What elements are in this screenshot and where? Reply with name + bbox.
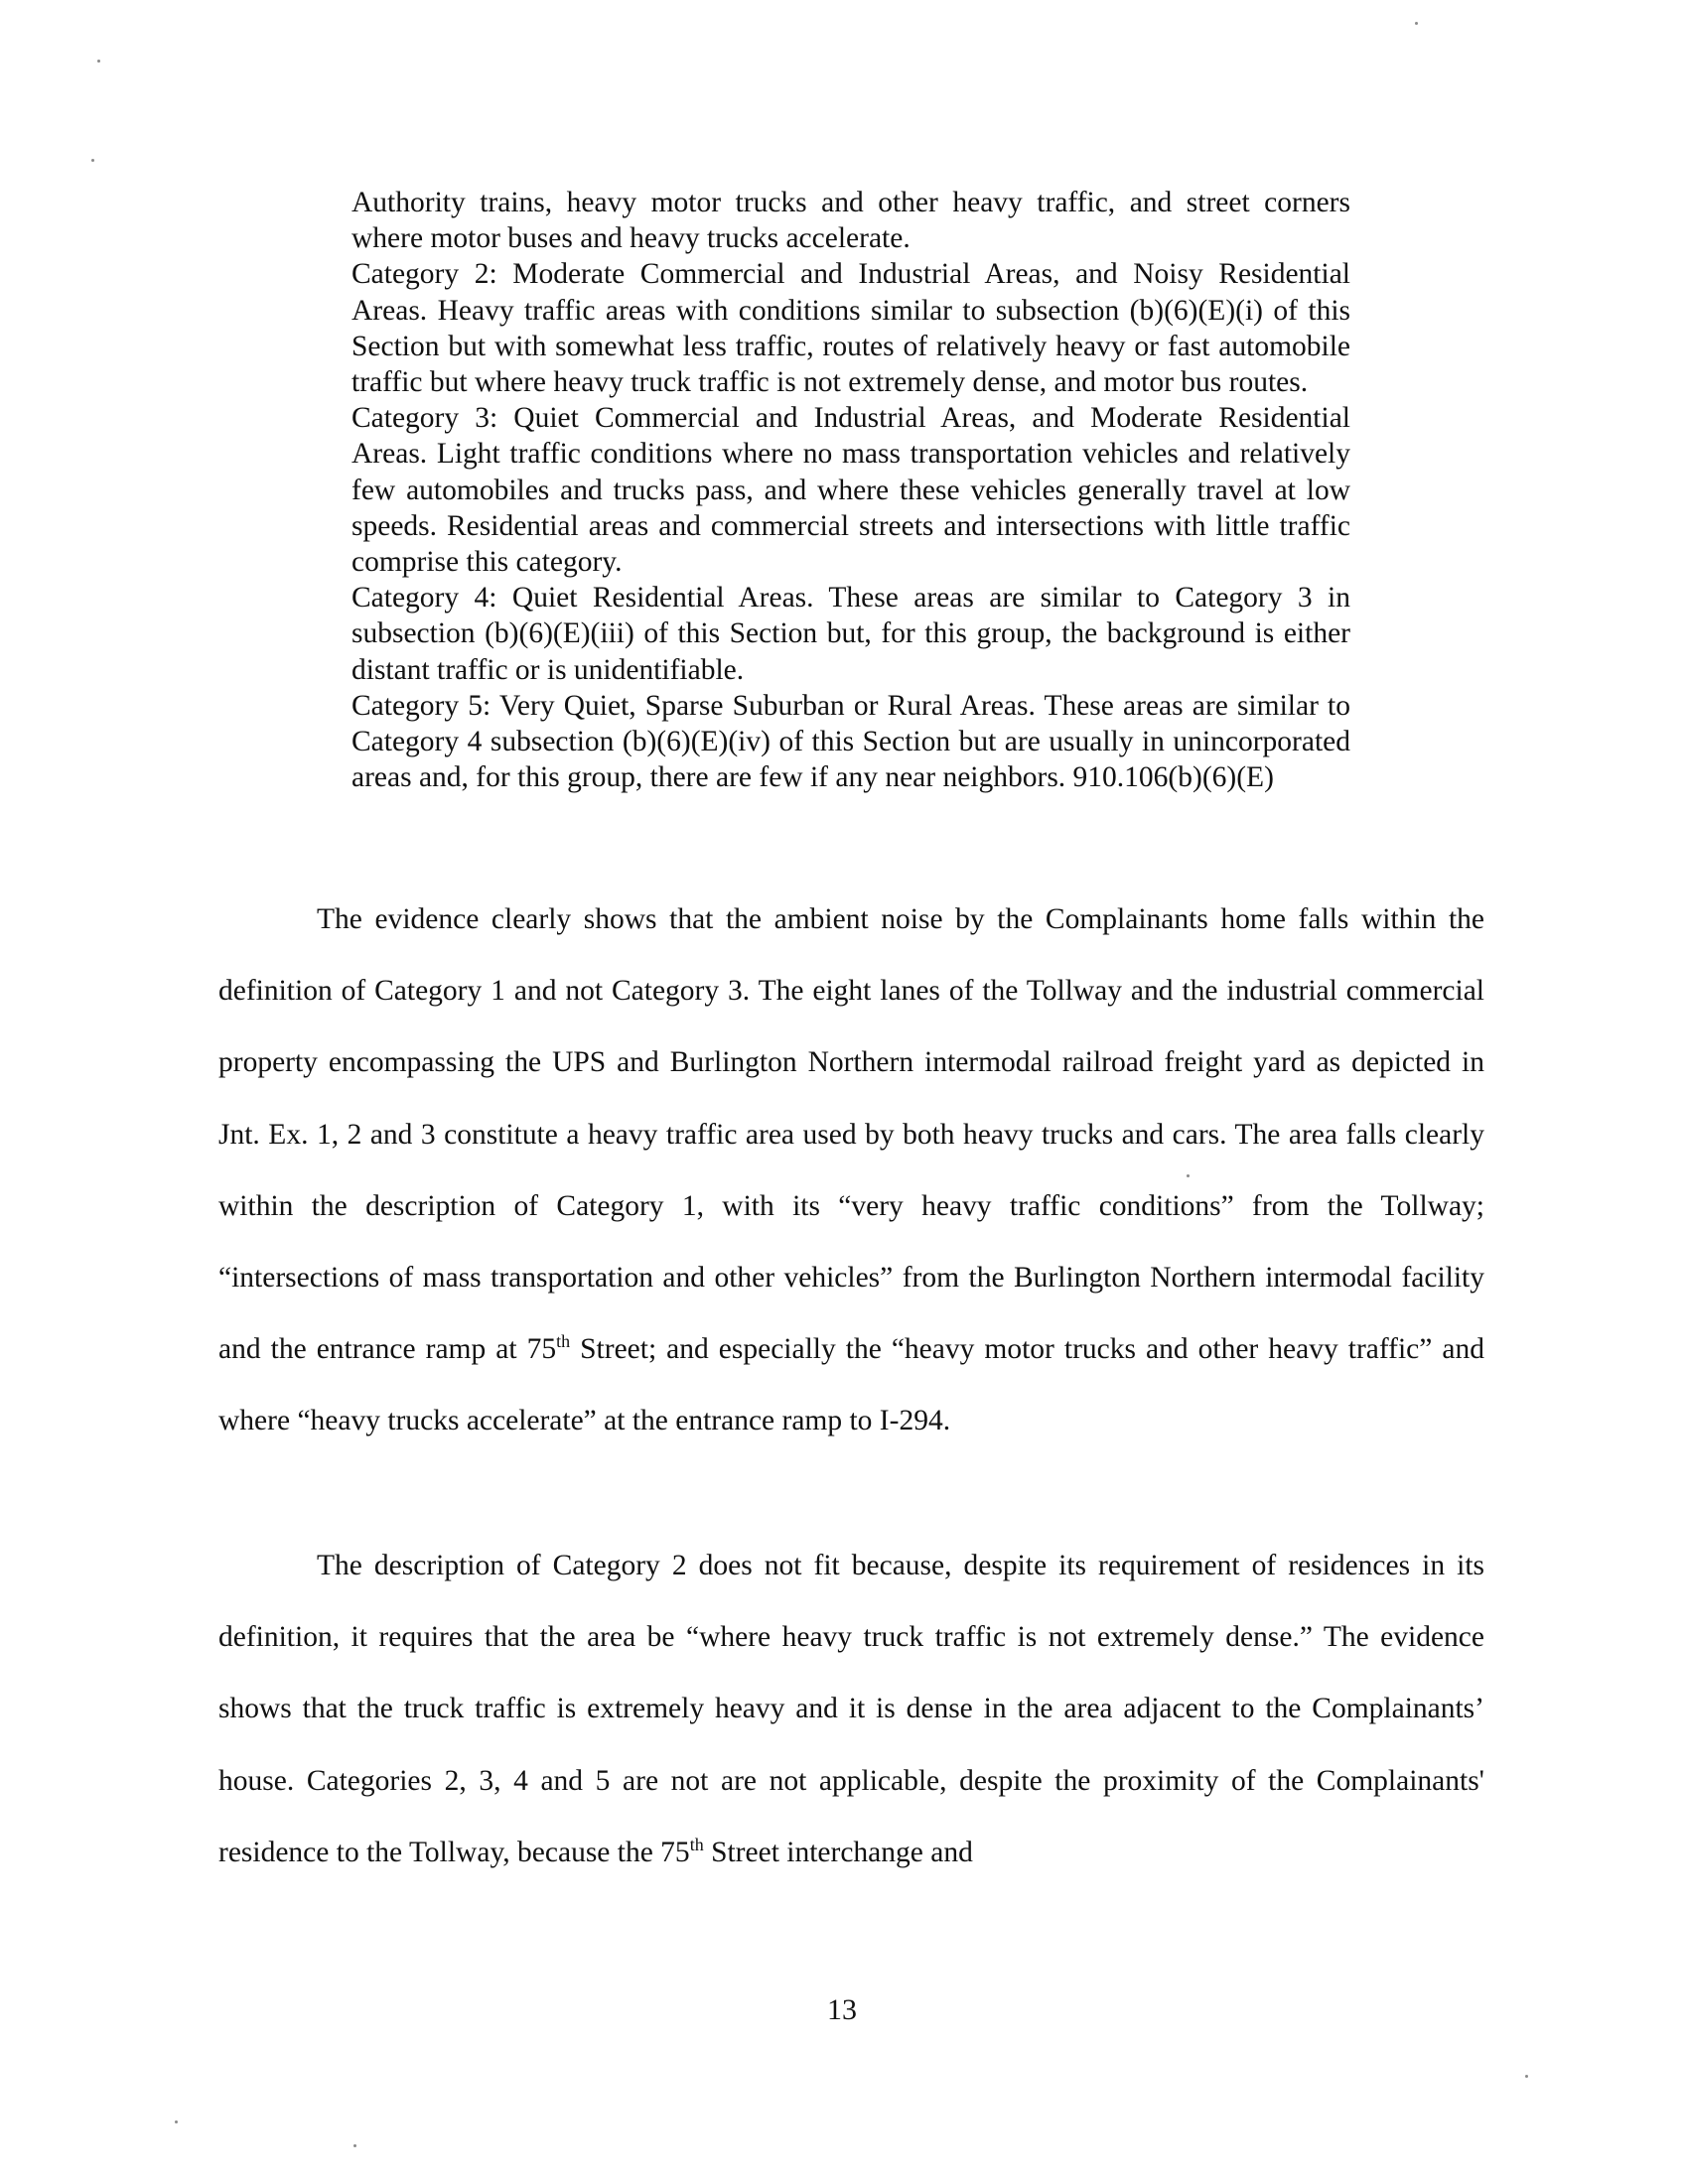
- body-paragraph-category-2: [218, 1530, 1484, 1888]
- ordinal-suffix: th: [556, 1331, 571, 1352]
- quote-line-category-4: Category 4: Quiet Residential Areas. These areas are similar to Category 3 in subsection (b)(6)(E)(iii) of this Section but, for this group, the background is either distant traffic or is unidentifiable.: [351, 582, 1350, 686]
- paragraph-text: Street; and especially the “heavy motor trucks and other heavy traffic” and where “heavy trucks accelerate” at the entrance ramp to I-294.: [218, 1333, 1484, 1437]
- page-number: 13: [827, 1993, 857, 2026]
- scan-speck: [175, 2120, 178, 2123]
- block-quote: [351, 185, 1350, 795]
- scan-speck: [1415, 22, 1418, 25]
- paragraph-text: The evidence clearly shows that the ambient noise by the Complainants home falls within the definition of Category 1 and not Category 3. The eight lanes of the Tollway and the industrial commercial property encompassing the UPS and Burlington Northern intermodal railroad freight yard as depicted in Jnt. Ex. 1, 2 and 3 constitute a heavy traffic area used by both heavy trucks and cars. The area falls clearly within the description of Category 1, with its “very heavy traffic conditions” from the Tollway; “intersections of mass transportation and other vehicles” from the Burlington Northern intermodal facility and the entrance ramp at 75: [218, 903, 1484, 1366]
- ordinal-suffix: th: [689, 1834, 704, 1854]
- paragraph-text: The description of Category 2 does not fit because, despite its requirement of residences in its definition, it requires that the area be “where heavy truck traffic is not extremely dense.” The evidence shows that the truck traffic is extremely heavy and it is dense in the area adjacent to the Complainants’ house. Categories 2, 3, 4 and 5 are not are not applicable, despite the proximity of the Complainants' residence to the Tollway, because the 75: [218, 1550, 1484, 1868]
- quote-line-category-3: Category 3: Quiet Commercial and Industrial Areas, and Moderate Residential Areas. Light traffic conditions where no mass transportation vehicles and relatively few automobiles and trucks pass, and where these vehicles generally travel at low speeds. Residential areas and commercial streets and intersections with little traffic comprise this category.: [351, 402, 1350, 579]
- quote-line-category-2: Category 2: Moderate Commercial and Industrial Areas, and Noisy Residential Areas. Heavy traffic areas with conditions similar to subsection (b)(6)(E)(i) of this Section but with somewhat less traffic, routes of relatively heavy or fast automobile traffic but where heavy truck traffic is not extremely dense, and motor bus routes.: [351, 258, 1350, 399]
- body-paragraph-category-1: [218, 884, 1484, 1457]
- scan-speck: [91, 159, 94, 162]
- scan-speck: [1525, 2075, 1528, 2078]
- scan-speck: [353, 2144, 356, 2147]
- quote-line-category-5: Category 5: Very Quiet, Sparse Suburban or Rural Areas. These areas are similar to Category 4 subsection (b)(6)(E)(iv) of this Section but are usually in unincorporated areas and, for this group, there are few if any near neighbors. 910.106(b)(6)(E): [351, 689, 1350, 794]
- quote-line-category-1-continued: Authority trains, heavy motor trucks and other heavy traffic, and street corners where motor buses and heavy trucks accelerate.: [351, 187, 1350, 255]
- paragraph-text: Street interchange and: [703, 1836, 973, 1868]
- scan-speck: [1187, 1174, 1190, 1177]
- scan-speck: [97, 60, 100, 63]
